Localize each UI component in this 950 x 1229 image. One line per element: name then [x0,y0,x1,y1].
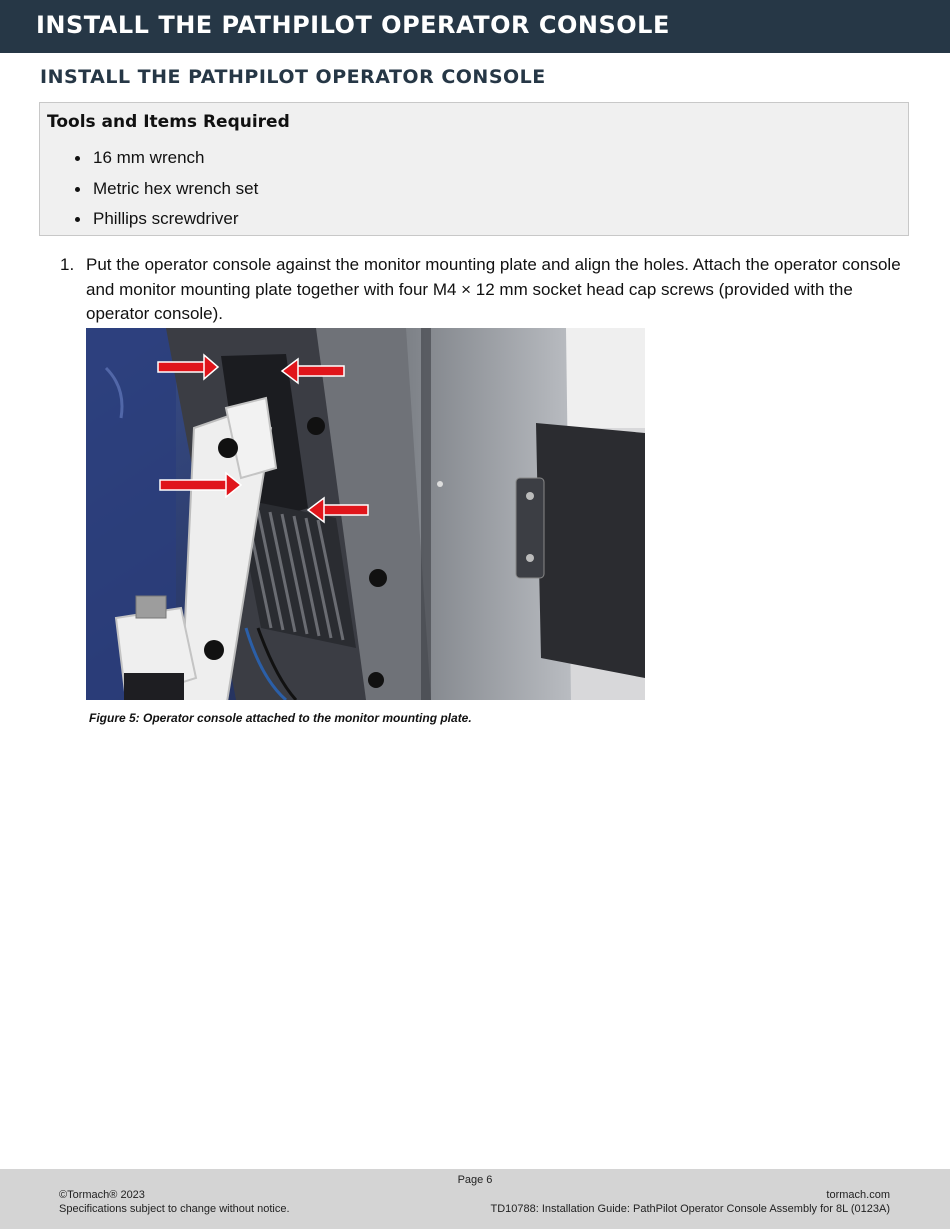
copyright: ©Tormach® 2023 [59,1189,145,1201]
bullet-icon [75,156,80,161]
console-bracket [536,423,645,678]
step-number: 1. [60,255,75,274]
tool-label: 16 mm wrench [93,148,205,167]
page-footer [0,1169,950,1229]
document-id: TD10788: Installation Guide: PathPilot Operator Console Assembly for 8L (0123A) [490,1203,890,1215]
banner-title: INSTALL THE PATHPILOT OPERATOR CONSOLE [36,11,670,39]
list-item [40,208,258,239]
figure-photo [86,328,645,700]
list-item [40,178,258,209]
console-photo-illustration [86,328,645,700]
step-text: Put the operator console against the monitor mounting plate and align the holes. Attach the operator console and monitor mounting plate together with four M4 × 12 mm socket head cap screws (provided with the operator console). [86,255,901,323]
figure-caption: Figure 5: Operator console attached to the monitor mounting plate. [89,711,472,725]
website-link[interactable]: tormach.com [826,1189,890,1201]
tools-title: Tools and Items Required [47,112,290,132]
tool-label: Phillips screwdriver [93,209,239,228]
tool-label: Metric hex wrench set [93,178,259,198]
disclaimer: Specifications subject to change without notice. [59,1203,290,1215]
page-number: Page 6 [457,1174,493,1186]
section-heading: INSTALL THE PATHPILOT OPERATOR CONSOLE [40,66,546,88]
tools-list [40,147,258,239]
top-banner [0,0,950,53]
tools-required-box [39,102,909,236]
bullet-icon [75,187,80,192]
bullet-icon [75,217,80,222]
list-item [40,147,258,178]
